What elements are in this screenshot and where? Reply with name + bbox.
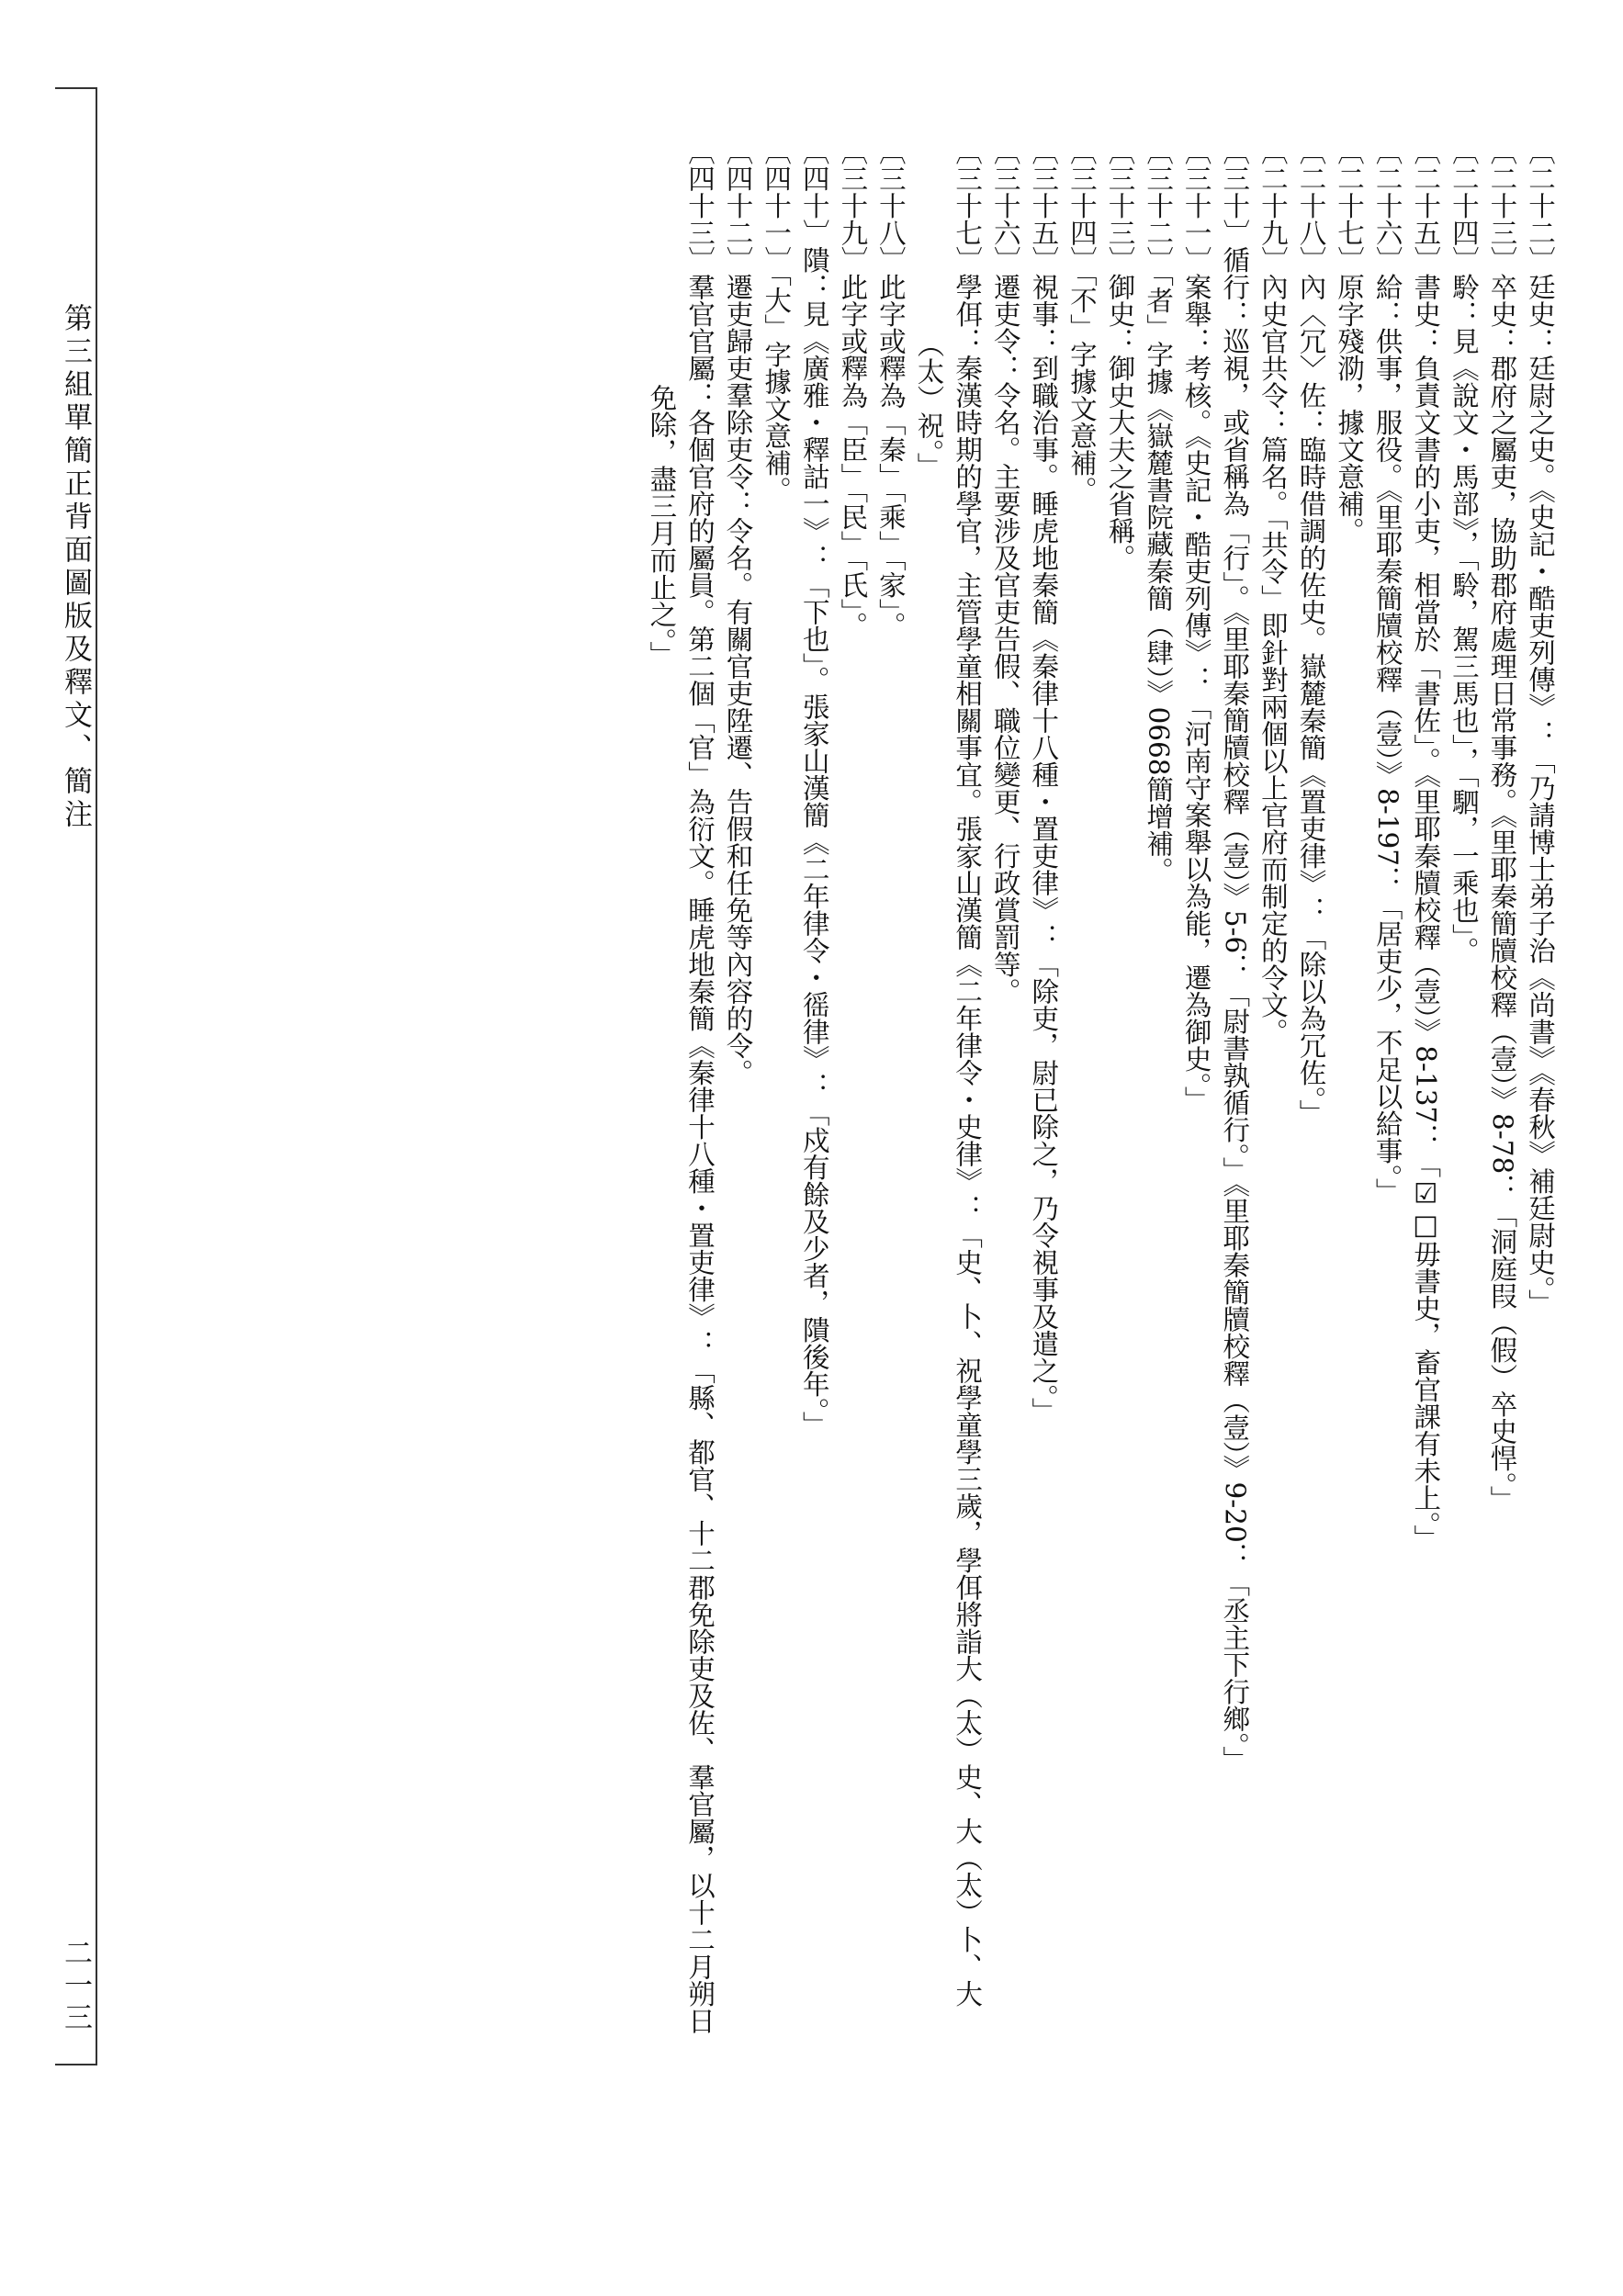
note-line: [1444, 138, 1482, 2112]
note-line: [1520, 138, 1559, 2112]
note-text: 隤：見《廣雅・釋詁一》：「下也」。張家山漢簡《二年律令・徭律》：「戍有餘及少者，隤後年。」: [798, 246, 830, 1438]
note-number: 〔四十〕: [798, 138, 830, 246]
note-number: 〔三十八〕: [874, 138, 907, 274]
note-line: [986, 138, 1024, 2112]
note-text: 「大」字據文意補。: [761, 273, 793, 504]
note-number: 〔二十二〕: [1525, 138, 1556, 274]
note-number: 〔三十一〕: [1180, 138, 1212, 274]
note-number: 〔四十二〕: [722, 138, 754, 274]
note-text: 廷史：廷尉之史。《史記・酷吏列傳》：「乃請博士弟子治《尚書》《春秋》補廷尉史。」: [1525, 273, 1556, 1317]
note-line: [1406, 138, 1445, 2112]
note-continuation: （太）祝。」: [913, 331, 945, 480]
note-number: 〔三十三〕: [1104, 138, 1136, 274]
note-number: 〔三十七〕: [952, 138, 984, 274]
note-number: 〔三十五〕: [1028, 138, 1060, 274]
note-text: 「者」字據《嶽麓書院藏秦簡（肆）》0668簡增補。: [1143, 273, 1175, 884]
note-line: [1177, 138, 1215, 2112]
note-text: 書史：負責文書的小吏，相當於「書佐」。《里耶秦牘校釋（壹）》8-137：「☑□毋書史，畜官課有未上。」: [1410, 273, 1442, 1552]
note-text: 內〈冗〉佐：臨時借調的佐史。嶽麓秦簡《置吏律》：「除以為冗佐。」: [1295, 273, 1327, 1127]
note-text: 駖：見《說文・馬部》，「駖，駕三馬也」，「駟，一乘也」。: [1448, 273, 1480, 964]
note-text: 御史：御史大夫之省稱。: [1104, 273, 1136, 571]
note-text: 學佴：秦漢時期的學官，主管學童相關事宜。張家山漢簡《二年律令・史律》：「史、卜、祝學童學三歲，學佴將詣大（太）史、大（太）卜、大: [952, 273, 984, 2008]
note-number: 〔四十一〕: [761, 138, 793, 274]
note-text: 視事：到職治事。睡虎地秦簡《秦律十八種・置吏律》：「除吏，尉已除之，乃令視事及遣之。」: [1028, 273, 1060, 1425]
note-line: [948, 138, 986, 2112]
note-line: [757, 138, 795, 2112]
note-continuation: 免除，盡三月而止之。」: [646, 384, 678, 669]
note-text: 原字殘泐，據文意補。: [1334, 273, 1366, 545]
note-number: 〔二十八〕: [1295, 138, 1327, 274]
note-number: 〔二十四〕: [1448, 138, 1480, 274]
note-line: [1253, 138, 1291, 2112]
note-number: 〔三十四〕: [1065, 138, 1098, 274]
note-line: [1100, 138, 1139, 2112]
notes-column: [642, 138, 1559, 2112]
note-number: 〔二十三〕: [1486, 138, 1518, 274]
note-text: 此字或釋為「臣」「民」「氏」。: [837, 273, 869, 639]
note-text: 案舉：考核。《史記・酷吏列傳》：「河南守案舉以為能，遷為御史。」: [1180, 273, 1212, 1113]
note-number: 〔四十三〕: [683, 138, 716, 274]
note-line: [795, 138, 833, 2112]
note-text: 「不」字據文意補。: [1065, 273, 1098, 504]
note-line: [1138, 138, 1177, 2112]
note-text: 循行：巡視，或省稱為「行」。《里耶秦簡牘校釋（壹）》5-6：「尉書孰循行。」《里耶秦簡牘校釋（壹）》9-20：「丞主下行鄉。」: [1219, 246, 1251, 1773]
note-line: [1482, 138, 1521, 2112]
note-number: 〔二十五〕: [1410, 138, 1442, 274]
note-line: [1024, 138, 1063, 2112]
note-number: 〔三十〕: [1219, 138, 1251, 246]
note-text: 給：供事，服役。《里耶秦簡牘校釋（壹）》8-197：「居吏少，不足以給事。」: [1371, 273, 1403, 1205]
note-line: [1368, 138, 1406, 2112]
note-number: 〔三十二〕: [1143, 138, 1175, 274]
note-line: [1215, 138, 1254, 2112]
note-line: [833, 138, 872, 2112]
note-text: 羣官官屬：各個官府的屬員。第二個「官」為衍文。睡虎地秦簡《秦律十八種・置吏律》：「縣、都官、十二郡免除吏及佐、羣官屬，以十二月朔日: [683, 273, 716, 2034]
note-text: 遷吏令：令名。主要涉及官吏告假、職位變更、行政賞罰等。: [989, 273, 1021, 1005]
note-text: 此字或釋為「秦」「乘」「家」。: [874, 273, 907, 639]
note-number: 〔二十九〕: [1257, 138, 1289, 274]
note-number: 〔二十七〕: [1334, 138, 1366, 274]
note-number: 〔三十九〕: [837, 138, 869, 274]
note-line: [680, 138, 718, 2112]
note-line: [1329, 138, 1368, 2112]
note-number: 〔二十六〕: [1371, 138, 1403, 274]
note-text: 內史官共令：篇名。「共令」即針對兩個以上官府而制定的令文。: [1257, 273, 1289, 1046]
running-head: 第三組單簡正背面圖版及釋文、簡注: [59, 303, 92, 832]
note-number: 〔三十六〕: [989, 138, 1021, 274]
page-number: 二一三: [59, 1938, 92, 2034]
note-line: [1062, 138, 1100, 2112]
note-line: [718, 138, 757, 2112]
note-text: 遷吏歸吏羣除吏令：令名。有關官吏陞遷、告假和任免等內容的令。: [722, 273, 754, 1086]
note-text: 卒史：郡府之屬吏，協助郡府處理日常事務。《里耶秦簡牘校釋（壹）》8-78：「洞庭叚（假）卒史悍。」: [1486, 273, 1518, 1514]
note-line: [871, 138, 909, 2112]
note-line: [1291, 138, 1330, 2112]
